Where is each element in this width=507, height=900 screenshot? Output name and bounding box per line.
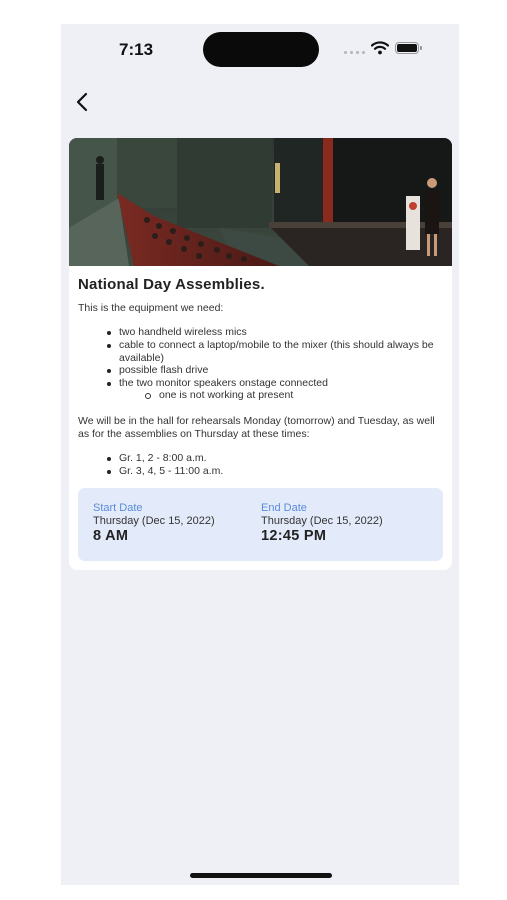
auditorium-photo	[69, 138, 452, 266]
list-item: possible flash drive	[119, 364, 439, 377]
start-date-label: Start Date	[93, 502, 143, 514]
list-item: Gr. 3, 4, 5 - 11:00 a.m.	[119, 464, 224, 477]
list-item: Gr. 1, 2 - 8:00 a.m.	[119, 452, 223, 465]
status-time: 7:13	[119, 40, 154, 59]
start-date-day: Thursday (Dec 15, 2022)	[93, 515, 215, 527]
end-date-day: Thursday (Dec 15, 2022)	[261, 515, 383, 527]
wifi-icon	[371, 41, 389, 55]
start-date-time: 8 AM	[93, 528, 129, 544]
post-card	[69, 138, 452, 570]
end-date-block	[261, 502, 383, 545]
dynamic-island	[203, 32, 319, 67]
start-date-block	[93, 502, 215, 545]
phone-screen	[61, 24, 459, 885]
battery-icon	[395, 42, 419, 54]
list-item: the two monitor speakers onstage connected	[119, 377, 439, 390]
times-list	[119, 452, 223, 478]
event-dates-box	[78, 488, 443, 561]
end-date-label: End Date	[261, 502, 307, 514]
schedule-paragraph: We will be in the hall for rehearsals Monday (tomorrow) and Tuesday, as well as for the assemblies on Thursday at these times:	[78, 415, 435, 440]
sub-list-item: one is not working at present	[119, 389, 293, 402]
equipment-list	[119, 326, 439, 390]
intro-text: This is the equipment we need:	[78, 302, 224, 314]
signal-dots-icon	[344, 51, 365, 54]
list-item: cable to connect a laptop/mobile to the mixer (this should always be available)	[119, 339, 439, 365]
back-chevron-icon[interactable]	[73, 90, 93, 114]
home-indicator[interactable]	[190, 873, 332, 878]
post-title: National Day Assemblies.	[78, 276, 265, 293]
list-item: two handheld wireless mics	[119, 326, 439, 339]
end-date-time: 12:45 PM	[261, 528, 327, 544]
